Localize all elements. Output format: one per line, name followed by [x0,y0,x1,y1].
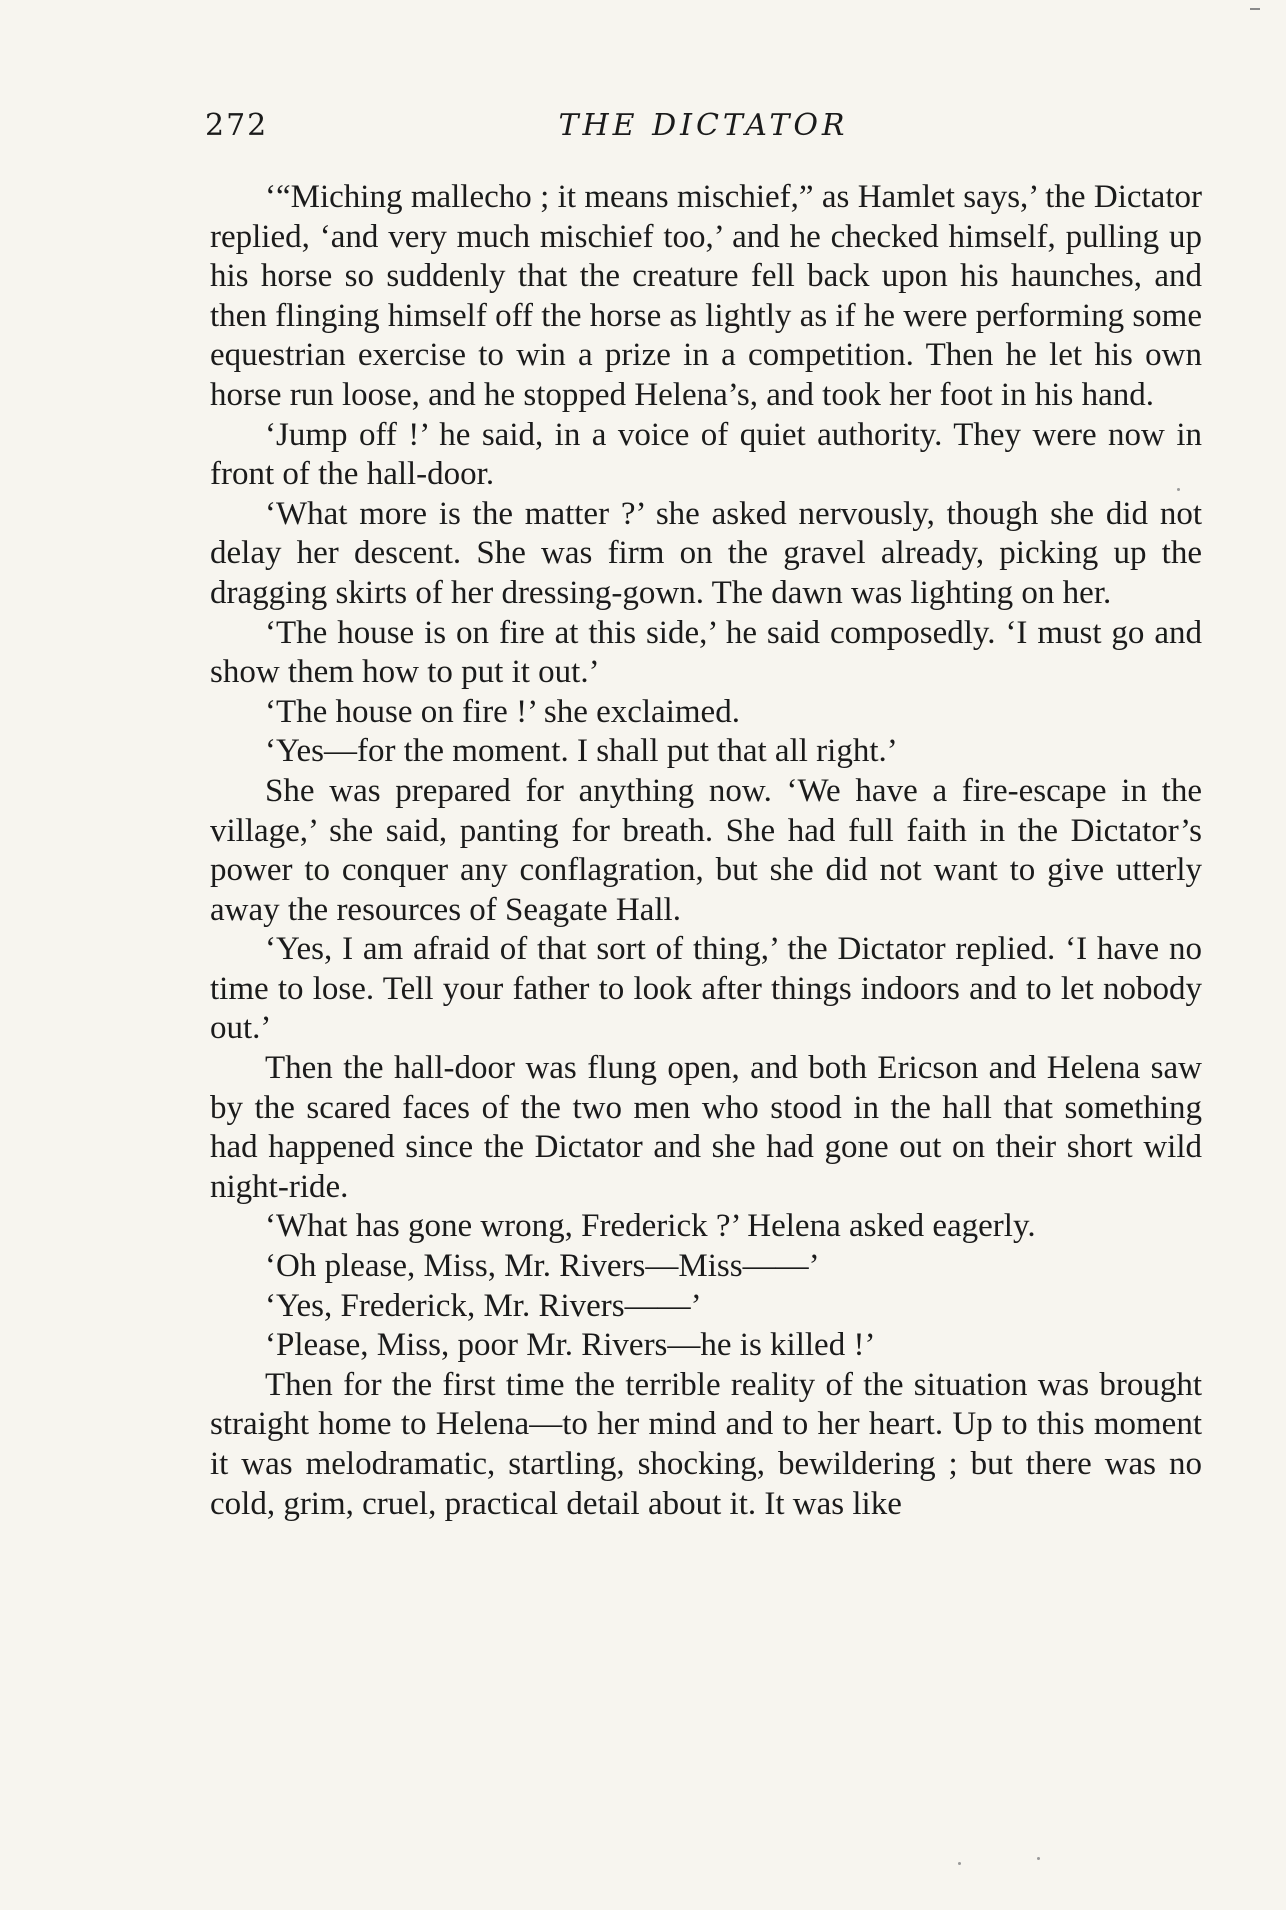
paragraph: ‘The house on fire !’ she exclaimed. [265,693,740,730]
paragraph: ‘Oh please, Miss, Mr. Rivers—Miss——’ [265,1248,820,1285]
paragraph: ‘Yes, I am afraid of that sort of thing,’ the Dictator replied. ‘I have no time to lose. Tell your father to look after things indoors and to let nobody out.’ [210,931,1202,1047]
paragraph: ‘The house is on fire at this side,’ he said composedly. ‘I must go and show them how to put it out.’ [210,614,1202,691]
paragraph: ‘Please, Miss, poor Mr. Rivers—he is killed !’ [265,1327,876,1364]
paragraph: Then for the first time the terrible reality of the situation was brought straight home to Helena—to her mind and to her heart. Up to this moment it was melodramatic, startling, shocking, bewildering ; but there was no cold, grim, cruel, practical detail about it. It was like [210,1366,1202,1522]
page-header [205,108,1202,158]
paragraph: ‘What has gone wrong, Frederick ?’ Helena asked eagerly. [265,1208,1036,1245]
scan-speck [958,1862,961,1865]
scan-mark [1250,8,1260,10]
scan-speck [1037,1857,1040,1860]
paragraph: ‘Yes—for the moment. I shall put that all right.’ [265,733,898,770]
scan-speck [1177,488,1180,491]
paragraph: Then the hall-door was flung open, and both Ericson and Helena saw by the scared faces of the two men who stood in the hall that something had happened since the Dictator and she had gone out on their short wild night-ride. [210,1050,1202,1205]
paragraph: ‘Jump off !’ he said, in a voice of quiet authority. They were now in front of the hall-door. [210,416,1202,493]
page-number: 272 [205,108,269,143]
paragraph: ‘“Miching mallecho ; it means mischief,” as Hamlet says,’ the Dictator replied, ‘and very much mischief too,’ and he checked himself, pulling up his horse so suddenly that the creature fell back upon his haunches, and then flinging himself off the horse as lightly as if he were performing some equestrian exercise to win a prize in a competition. Then he let his own horse run loose, and he stopped Helena’s, and took her foot in his hand. [210,179,1202,413]
paragraph: She was prepared for anything now. ‘We have a fire-escape in the village,’ she said, panting for breath. She had full faith in the Dictator’s power to conquer any conflagration, but she did not want to give utterly away the resources of Seagate Hall. [210,772,1202,928]
body-text [210,178,1202,1524]
paragraph: ‘Yes, Frederick, Mr. Rivers——’ [265,1287,702,1324]
running-head: THE DICTATOR [558,108,849,143]
paragraph: ‘What more is the matter ?’ she asked nervously, though she did not delay her descent. She was firm on the gravel already, picking up the dragging skirts of her dressing-gown. The dawn was lighting on her. [210,495,1202,611]
